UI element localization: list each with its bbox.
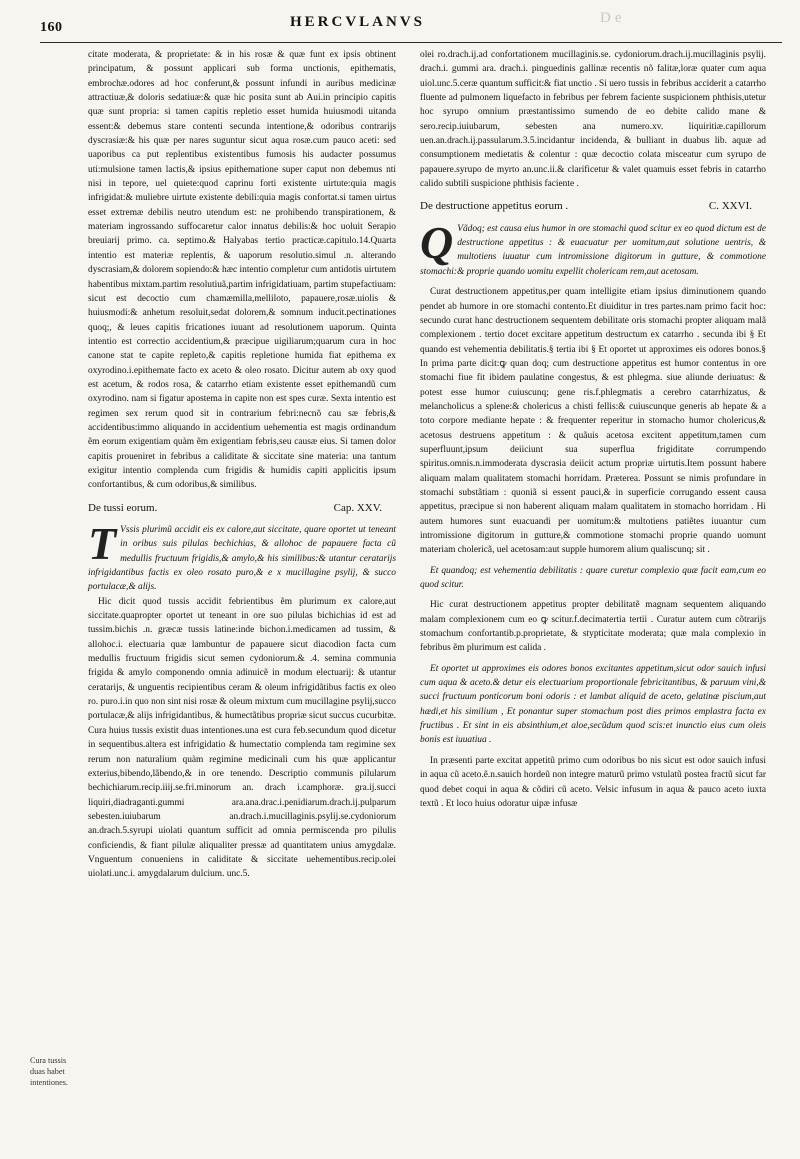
chapter-lead-text: Vssis plurimũ accidit eis ex calore,aut siccitate, quare oportet ut teneant in oribus suis pilulas bechichias, & allohoc de papauere facta cũ medullis fructuum frigidis,& amylo,& his similibus:& utantur ceratarijs infrigidantibus factis ex oleo rosato puro,& e x mucillagine psylij, & succo portulacæ,& alijs. bbox=[88, 525, 396, 593]
page-number: 160 bbox=[40, 20, 63, 35]
right-paragraph-3: Hic curat destructionem appetitus propter debilitatẽ magnam sequentem aliquando malam complexionem cum eo ꝙ scitur.f.decimatertia tertii . Curatur autem cum cõtrarijs stomachum confortantib.p.proprietate, & stypticitate moderata; quæ mala complexio in febribus ẽm plurimum est calida . bbox=[420, 600, 766, 654]
chapter-title: De tussi eorum. bbox=[88, 501, 158, 514]
right-paragraph-4: In præsenti parte excitat appetitũ primo cum odoribus bo nis sicut est odor sauich infusi in aqua cũ aceto.ẽ.n.sauich hordeũ non integre maturũ primo vstulatũ postea fractũ sicut far quod debet coqui in aqua & cõdiri cũ aceto. Velsic infusum in aqua & pauco aceto iuxta textũ . Et loco huius odoratur uipæ infusæ bbox=[420, 755, 766, 809]
margin-note: Cura tussis duas habet intentiones. bbox=[30, 1056, 68, 1087]
text-lemma-3: Et oportet ut approximes eis odores bonos excitantes appetitum,sicut odor sauich infusi cum aqua & aceto.& detur eis electuarium proportionale febricitantibus, & paruum vini,& succi fructuum ponticorum boni odoris : et lambat aliquid de aceto, gelatinæ piscium,aut hædi,et his similium , Et ponantur super stomachum post dies primos emplastra facta ex fructibus . Et sint in eis absinthium,et aloe,secũdum quod scis:et inunctio eius cum oleis bonis est iuuatiua . bbox=[420, 663, 766, 746]
text-lemma-2: Et quandoq; est vehementia debilitatis : quare curetur complexio quæ facit eam,cum eo quod scitur. bbox=[420, 565, 766, 591]
chapter-lead bbox=[88, 518, 396, 595]
right-paragraph-1: olei ro.drach.ij.ad confortationem mucillaginis.se. cydoniorum.drach.ij.mucillaginis psylij. drach.i. gummi ara. drach.i. pinguedinis gallinæ recentis nõ falitæ,loræ quater cum aqua uiol.unc.5.ceræ quantum sufficit:& fiat unctio . Si uero tussis in febribus acciderit a catarrho fluente ad pulmonem liquefacto in febribus per febrem faciente suspicionem phthisis,utetur hoc syrupo omnium præstantissimo sumendo de eo debite calido mane & sero.recip.iuiubarum, sebesten ana numero.xv. liquiritiæ.capillorum uen.an.drach.ij.passularum.3.5.incidantur incidenda, & bulliant in duabus lib. aquæ ad consumptionem medietatis & colentur : quæ decoctio colata misceatur cum syrupo de papauere.syrupo de myrto an.unc.ii.& clarificetur & valet quamuis esset febris in catarrho calido subtili suspicione phthisis faciente . bbox=[420, 50, 766, 190]
chapter-heading-xxvi bbox=[420, 199, 766, 213]
left-paragraph-2: Hic dicit quod tussis accidit febrientibus ẽm plurimum ex calore,aut siccitate.quapropter oportet ut teneant in ore suo pilulas bichichias id est ad tussim.bichis .n. græcæ tussis latine:inde bichon.i.medicamen ad tussim, & allohoc.i. electuaria quæ lambuntur de papauere sicut diacodion facta cum medullis fructuum frigidis sicut semen cydoniorum.& .4. semina communia frigida & amylo componendo omnia adinuicẽ in modum electuarij: & utantur ceratarijs, & unguentis recipientibus ceram & oleum infrigidãtibus factis ex oleo ro. puro.i.in quo non sint nisi rosæ & oleum mixtum cum mucillagine psylij,succo portulacæ,& alijs infrigidantibus, & humectãtibus propriæ sicut succus cucurbitæ. Cura huius tussis existit duas intentiones.una est cura feb.secundum quod dicetur in sequentibus.altera est infrigidatio & humectatio complenda tam regimine sex rerum non naturalium quàm regimine medicinali cum his quæ applicantur exterius,bibendo,lãbendo,& in ore tenendo. Descriptio communis pilularum bechichiarum.recip.iiij.se.fri.minorum an. drach i.camphoræ. gra.ij.succi liquiri,diadraganti.gummi ara.ana.drac.i.penidiarum.drach.ij.pulparum sebesten.iuiubarum an.drach.i.mucillaginis.psylij.se.cydoniorum an.drach.5.syrupi uiolati quantum sufficit ad omnia permiscenda pro pilulis conficiendis, & fiant pilulæ aliqualiter pressæ ad quantitatem unius amygdalæ. Vnguentum conueniens in caliditate & siccitate uehementibus.recip.olei uiolati.unc.i. amygdalarum dulcium. unc.5. bbox=[88, 596, 396, 880]
left-column bbox=[88, 48, 396, 882]
drop-cap: Q bbox=[420, 216, 454, 268]
header-rule bbox=[40, 42, 782, 43]
show-through-text: De bbox=[600, 10, 626, 26]
running-head bbox=[40, 6, 760, 40]
running-title: HERCVLANVS bbox=[290, 14, 426, 30]
chapter-number: C. XXVI. bbox=[708, 200, 752, 213]
chapter-number: Cap. XXV. bbox=[333, 501, 382, 514]
chapter-lead bbox=[420, 216, 766, 279]
chapter-heading-xxv bbox=[88, 501, 396, 515]
right-column bbox=[420, 48, 766, 811]
chapter-title: De destructione appetitus eorum . bbox=[420, 200, 569, 213]
drop-cap: T bbox=[88, 518, 117, 569]
right-paragraph-2: Curat destructionem appetitus,per quam intelligite etiam ipsius diminutionem quando pendet ab humore in ore stomachi contento.Et diuiditur in tres partes.nam primo facit hoc: secundo curat hanc destructionem sequentem debilitate oris stomachi propter aliquam malã complexionem . tertio docet excitare appetitum destructum ex catarrho . secunda ibi § Et quando est vehementia debilitatis.§ tertia ibi § Et oportet ut approximes eis odores bonos.§ In prima parte dicit:ꝙ quan doq; cum destructione appetitus est humor contentus in ore stomachi fiue fit ibidem paulatine congestus, & est phlegma. siue aliunde deriuatus: & potest esse humor cuiuscunq; gene ris.f.phlegmatis a cerebro catarrhizatus, & melancholicus a splene:& cholericus a chisti fellis:& cuiuscunque generis ab hepate & a toto corpore mediante hepate : & frequenter reperitur in stomacho humor cholericus,& acetosus destruens appetitum : & quãuis acetosa excitent appetitum,tamen cum superfluunt,ipsum deiiciunt sua superflua frigiditate corrumpendo spiritus.omnis.n.immoderata dyscrasia deiicit actum propriæ uirtutis.Item possunt habere aliquam malam qualitatem stomachi horridam. Præterea. Possunt se nimis profundare in stomachi substãtiam : quoniã si essent pauci,& in superficie corrugando essent causa appetitus, præcipue si non haberent aliquam malam qualitatem in stomacho horridam . Hi autem humores sunt euacuandi per uomitum:& multotiens patiẽtes iuuantur cum intromissione digitorum in gutture,& commotione stomachi proprie quando uomunt materiam cholericã, uel acetosam:aut supple humorem alium qualiscunq; sit . bbox=[420, 287, 766, 556]
left-paragraph-1: citate moderata, & proprietate: & in his rosæ & quæ funt ex ipsis obtinent principatum, & possunt applicari sub forma unctionis, epithematis, embrochæ.odores ad hoc conferunt,& possunt infundi in auribus medicinæ attractiuæ,& doloris sedatiuæ:& quæ hic posita sunt ab Aui.in principio capitis quæ sunt propria: si tamen capitis repletio esset humida huiusmodi uitanda essent:& debemus stare contenti secunda intentione,& odoribus contrarijs dyscrasiæ:& his quæ per nares suguntur sicut aqua rosæ.cum pauco aceti: sed uaporibus ca put replentibus existentibus fumosis his audacter possumus uti:mulsione tamen lactis,& ipsius epithematione super caput non debemus nti nisi in tepore, uel quiete:quod caprinu forti existente uirtute:quia magis infrigidat:& muliebre uirtute existente debili:quia magis confortat.si tamen uirtus esset extremæ debilis neutro utendum est: ne prohibendo transpirationem, & materiam ingrossando suffocaretur calor innatus debilis:& hoc uoluit Serapio breuiarij primo. ca. septimo.& Halyabas tertio practicæ.capitulo.14.Quarta intentio est materiæ replentis, & uaporum resolutio.simul .n. alterando dyscrasiam,& dolorem sopiendo:& hæc intentio completur cum antidotis uirtutem habentibus mixtam.partim resolutiuã,partim infrigidatiuam, partim stupefactiuam: sicut est decoctio cum chamæmilla,melliloto, papauere,rosæ.uiolis & huiusmodi:& anhetum resoluit,sedat dolorem,& somnum inducit.pectinationes quoq;, & leues capitis fricationes iuuant ad resolutionem uaporum. Quinta intentio est correctio accidentium,& præcipue uigiliarum;quarum cura in hoc canone stat te capite repleto,& capitis repletione humida fiat epithema ex oxyrodino.i.epithemate facto ex aceto & oleo rosato. Dicitur autem ab oxy quod est acetum, & rodos rosa, & catarrho etiam existente esset epithemandũ cum oxyrodino. nam si figatur apostema in capite non est spes curæ. Sexta intentio est regimen sex rerum quod sit in contrarium febri:necnõ cau sæ febris,& accidentibus:immo aliquando in accidentium uehementia est magis ordinandum ẽm eorum exigentiam quàm ẽm exigentiam febris,seu causæ eius. Si tamen dolor capitis proueniret in febribus a caliditate & siccitate sine materia: una tantum exigitur intentio complenda cum frigidis & humidis capiti applicitis ipsum confortantibus, & cum odoribus,& similibus. bbox=[88, 50, 396, 491]
chapter-lead-text: Vãdoq; est causa eius humor in ore stomachi quod scitur ex eo quod dictum est de destructione appetitus : & euacuatur per uomitum,aut solutione uentris, & multotiens iuuatur cum intromissione digitorum in gutture, & commotione stomachi:& proprie quando uomitu expellit cholericam rem,aut acetosam. bbox=[420, 223, 766, 277]
